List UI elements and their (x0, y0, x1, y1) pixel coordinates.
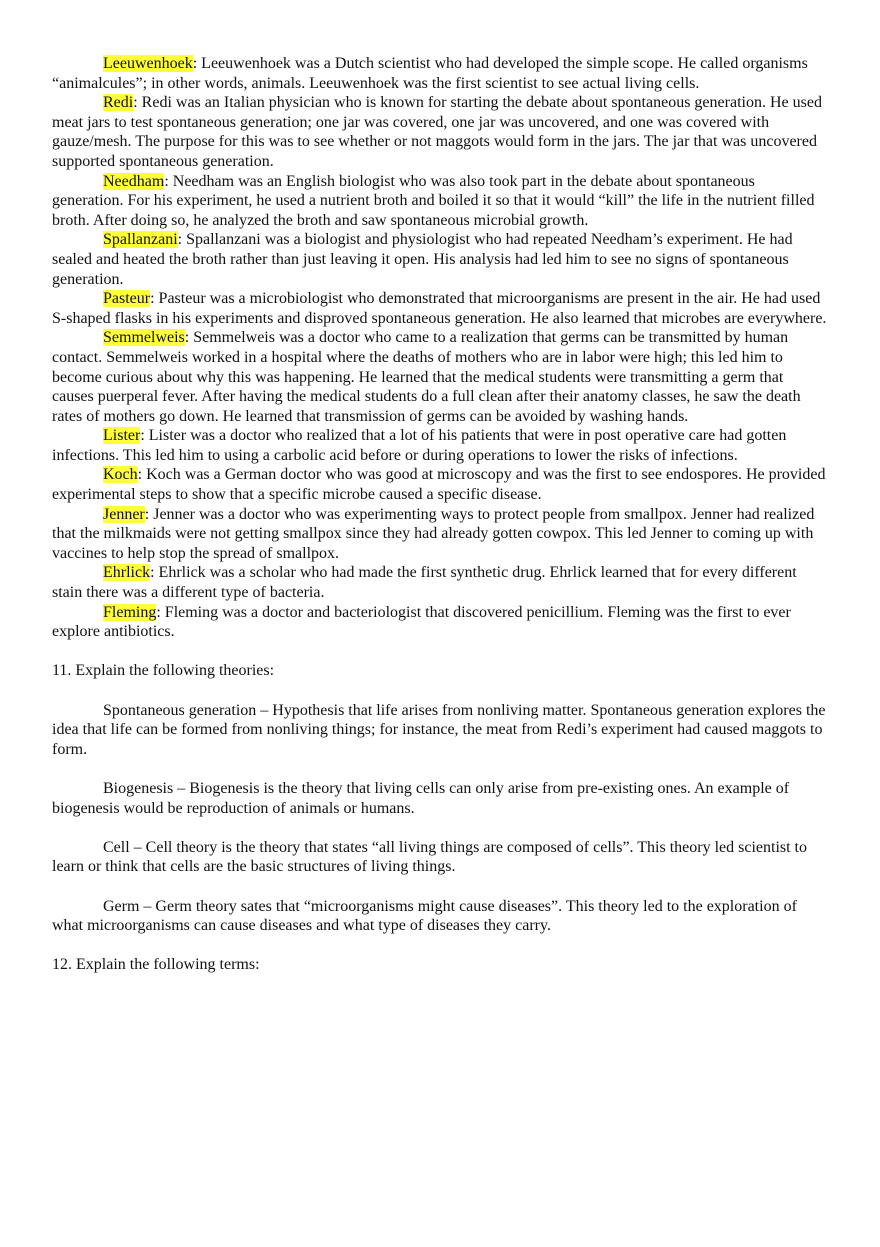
theory-cell: Cell – Cell theory is the theory that states “all living things are composed of cells”. This theory led scientist to learn or think that cells are the basic structures of living things. (52, 838, 807, 876)
scientist-paragraph-ehrlick (52, 563, 828, 602)
scientist-paragraph-semmelweis (52, 328, 828, 426)
scientist-paragraph-spallanzani (52, 230, 828, 289)
scientist-description: : Jenner was a doctor who was experimenting ways to protect people from smallpox. Jenner had realized that the milkmaids were not getting smallpox since they had already gotten cowpox. This led Jenner to coming up with vaccines to help stop the spread of smallpox. (52, 505, 815, 562)
scientist-description: : Fleming was a doctor and bacteriologist that discovered penicillium. Fleming was the first to ever explore antibiotics. (52, 603, 791, 641)
scientist-description: : Semmelweis was a doctor who came to a realization that germs can be transmitted by human contact. Semmelweis worked in a hospital where the deaths of mothers who are in labor were high; this led him to become curious about why this was happening. He learned that the medical students were transmitting a germ that causes puerperal fever. After having the medical students do a full clean after their anatomy classes, he saw the death rates of mothers go down. He learned that transmission of germs can be avoided by washing hands. (52, 329, 801, 425)
scientist-name-highlight: Spallanzani (103, 231, 178, 249)
scientist-paragraph-leeuwenhoek (52, 54, 828, 93)
scientist-description: : Redi was an Italian physician who is known for starting the debate about spontaneous generation. He used meat jars to test spontaneous generation; one jar was covered, one jar was uncovered, and one was covered with gauze/mesh. The purpose for this was to see whether or not maggots would form in the jars. The jar that was uncovered supported spontaneous generation. (52, 94, 822, 170)
scientist-name-highlight: Needham (103, 172, 165, 190)
scientist-paragraph-fleming (52, 603, 828, 642)
spacer (52, 936, 828, 956)
scientist-description: : Spallanzani was a biologist and physiologist who had repeated Needham’s experiment. He had sealed and heated the broth rather than just leaving it open. His analysis had led him to see no signs of spontaneous generation. (52, 231, 793, 288)
question-12-heading: 12. Explain the following terms: (52, 956, 260, 974)
scientist-paragraph-lister (52, 426, 828, 465)
scientist-description: : Leeuwenhoek was a Dutch scientist who had developed the simple scope. He called organisms “animalcules”; in other words, animals. Leeuwenhoek was the first scientist to see actual living cells. (52, 55, 808, 92)
scientist-description: : Lister was a doctor who realized that a lot of his patients that were in post operative care had gotten infections. This led him to using a carbolic acid before or during operations to lower the risks of infections. (52, 427, 787, 464)
spacer (52, 818, 828, 838)
scientist-paragraph-pasteur (52, 289, 828, 328)
scientist-paragraph-redi (52, 93, 828, 171)
spacer (52, 759, 828, 779)
theory-germ: Germ – Germ theory sates that “microorganisms might cause diseases”. This theory led to the exploration of what microorganisms can cause diseases and what type of diseases they carry. (52, 897, 797, 935)
theory-spontaneous-generation: Spontaneous generation – Hypothesis that life arises from nonliving matter. Spontaneous generation explores the idea that life can be formed from nonliving things; for instance, the meat from Redi’s experiment had caused maggots to form. (52, 701, 826, 758)
scientist-paragraph-koch (52, 465, 828, 504)
scientist-description: : Koch was a German doctor who was good at microscopy and was the first to see endospores. He provided experimental steps to show that a specific microbe caused a specific disease. (52, 466, 826, 504)
scientist-paragraph-needham (52, 172, 828, 231)
question-11-heading: 11. Explain the following theories: (52, 662, 275, 680)
scientist-description: : Pasteur was a microbiologist who demonstrated that microorganisms are present in the air. He had used S-shaped flasks in his experiments and disproved spontaneous generation. He also learned that microbes are everywhere. (52, 290, 827, 327)
scientist-name-highlight: Koch (103, 466, 138, 484)
scientist-paragraph-jenner (52, 505, 828, 564)
scientist-name-highlight: Fleming (103, 603, 157, 621)
theory-biogenesis: Biogenesis – Biogenesis is the theory that living cells can only arise from pre-existing ones. An example of biogenesis would be reproduction of animals or humans. (52, 779, 790, 817)
scientist-name-highlight: Jenner (103, 505, 145, 523)
spacer (52, 681, 828, 701)
scientist-description: : Needham was an English biologist who was also took part in the debate about spontaneous generation. For his experiment, he used a nutrient broth and boiled it so that it would “kill” the life in the nutrient filled broth. After doing so, he analyzed the broth and saw spontaneous microbial growth. (52, 172, 815, 229)
scientist-name-highlight: Pasteur (103, 290, 151, 308)
scientist-name-highlight: Redi (103, 94, 134, 112)
spacer (52, 642, 828, 662)
scientist-description: : Ehrlick was a scholar who had made the first synthetic drug. Ehrlick learned that for every different stain there was a different type of bacteria. (52, 564, 797, 602)
scientist-name-highlight: Leeuwenhoek (103, 55, 193, 72)
scientist-name-highlight: Ehrlick (103, 564, 151, 582)
document-page (52, 54, 828, 975)
spacer (52, 877, 828, 897)
scientist-name-highlight: Lister (103, 427, 141, 445)
scientist-name-highlight: Semmelweis (103, 329, 185, 347)
